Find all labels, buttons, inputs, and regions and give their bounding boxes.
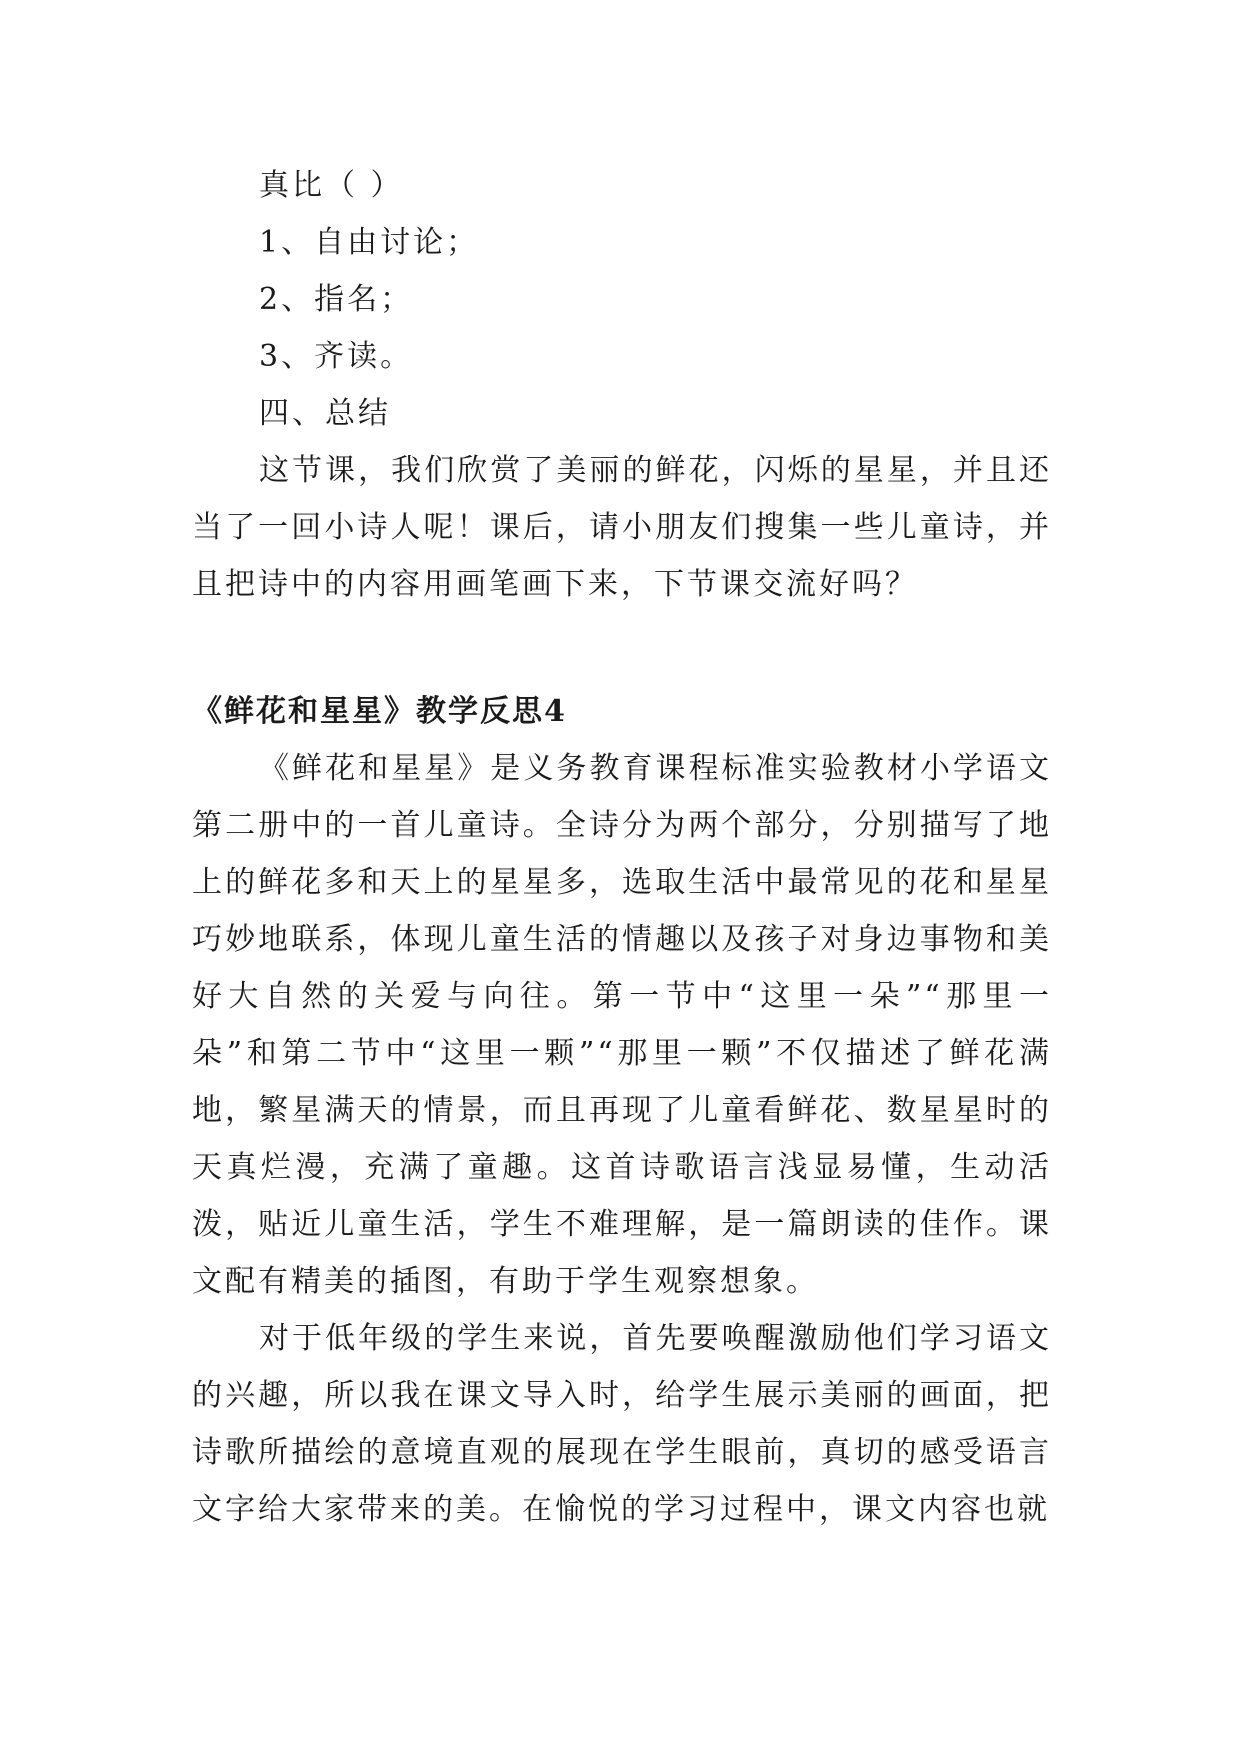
reflection-paragraph-2: 对于低年级的学生来说，首先要唤醒激励他们学习语文的兴趣，所以我在课文导入时，给学生展示美丽的画面，把诗歌所描绘的意境直观的展现在学生眼前，真切的感受语言文字给大家带来的美。在愉悦的学习过程中，课文内容也就 (192, 1321, 1052, 1527)
summary-paragraph: 这节课，我们欣赏了美丽的鲜花，闪烁的星星，并且还当了一回小诗人呢！课后，请小朋友们搜集一些儿童诗，并且把诗中的内容用画笔画下来，下节课交流好吗？ (192, 453, 1052, 602)
step-name-call: 2、指名； (259, 282, 414, 317)
fill-blank-line: 真比（ ） (259, 168, 404, 203)
reflection-paragraph-1: 《鲜花和星星》是义务教育课程标准实验教材小学语文第二册中的一首儿童诗。全诗分为两个部分，分别描写了地上的鲜花多和天上的星星多，选取生活中最常见的花和星星巧妙地联系，体现儿童生活的情趣以及孩子对身边事物和美好大自然的关爱与向往。第一节中“这里一朵”“那里一朵”和第二节中“这里一颗”“那里一颗”不仅描述了鲜花满地，繁星满天的情景，而且再现了儿童看鲜花、数星星时的天真烂漫，充满了童趣。这首诗歌语言浅显易懂，生动活泼，贴近儿童生活，学生不难理解，是一篇朗读的佳作。课文配有精美的插图，有助于学生观察想象。 (192, 751, 1052, 1299)
step-read-together: 3、齐读。 (259, 339, 414, 374)
document-body (192, 157, 1052, 1538)
section-gap (192, 613, 1052, 683)
section-title: 《鲜花和星星》教学反思4 (192, 694, 567, 729)
section-summary-heading: 四、总结 (259, 396, 391, 431)
step-free-discussion: 1、自由讨论； (259, 225, 480, 260)
